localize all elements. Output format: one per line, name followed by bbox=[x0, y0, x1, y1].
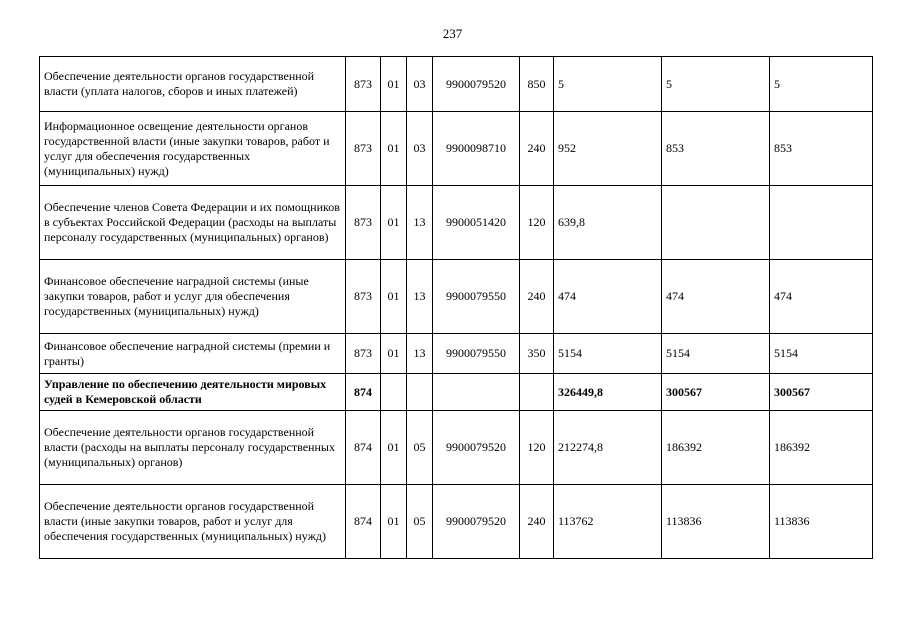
cell-target-article: 9900079550 bbox=[433, 260, 520, 334]
cell-name: Управление по обеспечению деятельности мировых судей в Кемеровской области bbox=[40, 374, 346, 411]
cell-expense-type: 120 bbox=[520, 186, 554, 260]
cell-amount-2: 5154 bbox=[662, 334, 770, 374]
cell-amount-1: 5154 bbox=[554, 334, 662, 374]
cell-target-article: 9900079520 bbox=[433, 411, 520, 485]
cell-razdel: 01 bbox=[381, 260, 407, 334]
cell-amount-1: 113762 bbox=[554, 485, 662, 559]
cell-amount-2 bbox=[662, 186, 770, 260]
cell-podrazdel: 13 bbox=[407, 260, 433, 334]
cell-amount-3 bbox=[770, 186, 873, 260]
cell-expense-type: 240 bbox=[520, 485, 554, 559]
cell-amount-3: 300567 bbox=[770, 374, 873, 411]
cell-podrazdel: 13 bbox=[407, 186, 433, 260]
cell-expense-type: 120 bbox=[520, 411, 554, 485]
cell-name: Обеспечение деятельности органов государственной власти (иные закупки товаров, работ и услуг для обеспечения государственных (муниципальных) нужд) bbox=[40, 485, 346, 559]
cell-razdel: 01 bbox=[381, 186, 407, 260]
page-number: 237 bbox=[442, 26, 463, 41]
cell-vedomstvo: 873 bbox=[346, 57, 381, 112]
cell-podrazdel: 05 bbox=[407, 411, 433, 485]
cell-razdel: 01 bbox=[381, 334, 407, 374]
cell-amount-3: 474 bbox=[770, 260, 873, 334]
cell-amount-2: 853 bbox=[662, 112, 770, 186]
cell-vedomstvo: 874 bbox=[346, 411, 381, 485]
cell-amount-3: 186392 bbox=[770, 411, 873, 485]
table-row bbox=[40, 260, 873, 334]
cell-amount-3: 5154 bbox=[770, 334, 873, 374]
cell-podrazdel: 03 bbox=[407, 112, 433, 186]
cell-podrazdel: 05 bbox=[407, 485, 433, 559]
cell-target-article: 9900098710 bbox=[433, 112, 520, 186]
cell-name: Обеспечение деятельности органов государственной власти (уплата налогов, сборов и иных платежей) bbox=[40, 57, 346, 112]
cell-expense-type: 240 bbox=[520, 112, 554, 186]
cell-amount-1: 952 bbox=[554, 112, 662, 186]
cell-amount-2: 474 bbox=[662, 260, 770, 334]
table-row bbox=[40, 57, 873, 112]
cell-podrazdel bbox=[407, 374, 433, 411]
cell-amount-2: 5 bbox=[662, 57, 770, 112]
cell-target-article: 9900051420 bbox=[433, 186, 520, 260]
table-row bbox=[40, 112, 873, 186]
cell-name: Обеспечение деятельности органов государственной власти (расходы на выплаты персоналу государственных (муниципальных) органов) bbox=[40, 411, 346, 485]
cell-vedomstvo: 874 bbox=[346, 374, 381, 411]
cell-vedomstvo: 873 bbox=[346, 260, 381, 334]
budget-table bbox=[39, 56, 873, 559]
table-row bbox=[40, 334, 873, 374]
cell-amount-2: 300567 bbox=[662, 374, 770, 411]
cell-expense-type: 850 bbox=[520, 57, 554, 112]
cell-razdel: 01 bbox=[381, 57, 407, 112]
cell-podrazdel: 13 bbox=[407, 334, 433, 374]
cell-amount-1: 326449,8 bbox=[554, 374, 662, 411]
cell-razdel bbox=[381, 374, 407, 411]
cell-razdel: 01 bbox=[381, 112, 407, 186]
cell-amount-1: 639,8 bbox=[554, 186, 662, 260]
table-row bbox=[40, 411, 873, 485]
cell-amount-2: 113836 bbox=[662, 485, 770, 559]
cell-expense-type: 240 bbox=[520, 260, 554, 334]
cell-name: Обеспечение членов Совета Федерации и их помощников в субъектах Российской Федерации (расходы на выплаты персоналу государственных (муниципальных) органов) bbox=[40, 186, 346, 260]
cell-razdel: 01 bbox=[381, 485, 407, 559]
cell-vedomstvo: 873 bbox=[346, 334, 381, 374]
cell-name: Финансовое обеспечение наградной системы (иные закупки товаров, работ и услуг для обеспечения государственных (муниципальных) нужд) bbox=[40, 260, 346, 334]
cell-podrazdel: 03 bbox=[407, 57, 433, 112]
cell-vedomstvo: 873 bbox=[346, 186, 381, 260]
cell-target-article: 9900079520 bbox=[433, 485, 520, 559]
cell-amount-3: 113836 bbox=[770, 485, 873, 559]
table-row bbox=[40, 485, 873, 559]
cell-razdel: 01 bbox=[381, 411, 407, 485]
cell-amount-1: 474 bbox=[554, 260, 662, 334]
table-body bbox=[40, 57, 873, 559]
table-row bbox=[40, 186, 873, 260]
cell-amount-2: 186392 bbox=[662, 411, 770, 485]
cell-expense-type bbox=[520, 374, 554, 411]
cell-name: Информационное освещение деятельности органов государственной власти (иные закупки товаров, работ и услуг для обеспечения государственных (муниципальных) нужд) bbox=[40, 112, 346, 186]
table-row bbox=[40, 374, 873, 411]
cell-amount-3: 853 bbox=[770, 112, 873, 186]
cell-target-article: 9900079520 bbox=[433, 57, 520, 112]
cell-name: Финансовое обеспечение наградной системы (премии и гранты) bbox=[40, 334, 346, 374]
cell-expense-type: 350 bbox=[520, 334, 554, 374]
cell-target-article: 9900079550 bbox=[433, 334, 520, 374]
cell-amount-1: 5 bbox=[554, 57, 662, 112]
cell-vedomstvo: 873 bbox=[346, 112, 381, 186]
cell-target-article bbox=[433, 374, 520, 411]
cell-amount-1: 212274,8 bbox=[554, 411, 662, 485]
cell-vedomstvo: 874 bbox=[346, 485, 381, 559]
cell-amount-3: 5 bbox=[770, 57, 873, 112]
